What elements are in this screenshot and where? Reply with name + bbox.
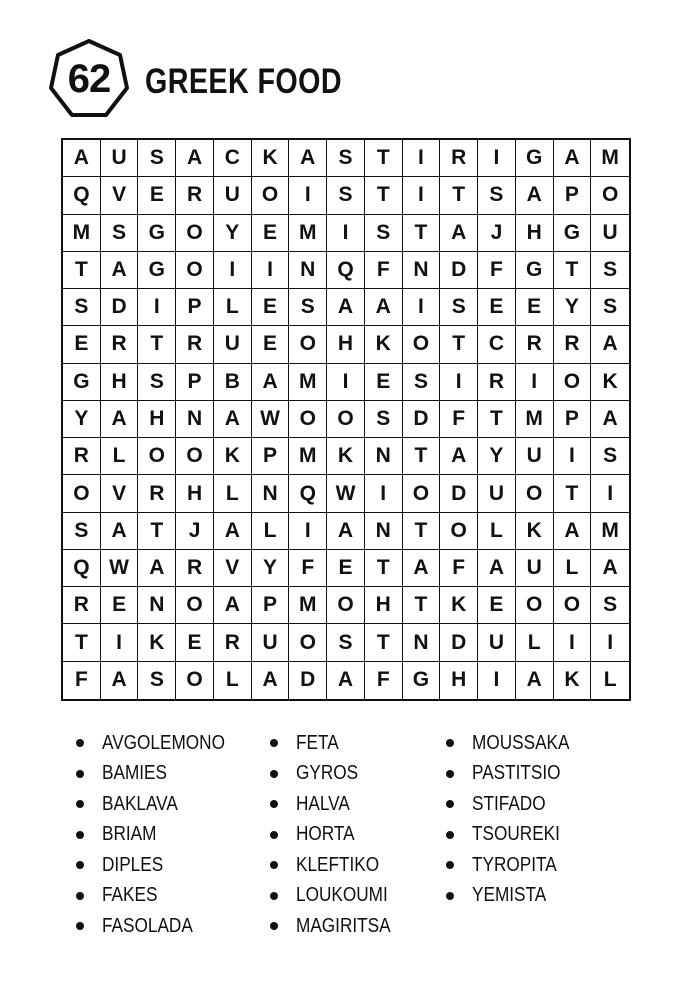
word-list-item — [76, 759, 245, 790]
grid-cell: I — [101, 624, 139, 661]
bullet-icon — [76, 770, 84, 778]
grid-cell: A — [516, 662, 554, 699]
grid-cell: A — [101, 252, 139, 289]
grid-cell: T — [63, 252, 101, 289]
word-list-column-3 — [446, 728, 585, 911]
grid-cell: N — [365, 513, 403, 550]
word-list-label: FAKES — [102, 884, 158, 907]
grid-cell: R — [176, 177, 214, 214]
grid-cell: O — [176, 662, 214, 699]
grid-cell: O — [176, 215, 214, 252]
grid-cell: M — [289, 215, 327, 252]
grid-cell: Y — [214, 215, 252, 252]
bullet-icon — [270, 739, 278, 747]
grid-cell: L — [554, 550, 592, 587]
puzzle-title: GREEK FOOD — [145, 62, 343, 101]
grid-cell: E — [365, 364, 403, 401]
grid-cell: J — [478, 215, 516, 252]
grid-cell: E — [63, 326, 101, 363]
word-list-item — [270, 820, 406, 851]
grid-cell: K — [252, 140, 290, 177]
grid-cell: E — [101, 587, 139, 624]
grid-cell: I — [327, 215, 365, 252]
grid-cell: E — [252, 326, 290, 363]
grid-cell: A — [403, 550, 441, 587]
grid-cell: G — [403, 662, 441, 699]
word-list-item — [446, 728, 585, 759]
grid-cell: T — [365, 140, 403, 177]
grid-cell: T — [403, 215, 441, 252]
grid-cell: O — [440, 513, 478, 550]
grid-cell: E — [176, 624, 214, 661]
grid-cell: U — [252, 624, 290, 661]
grid-cell: H — [327, 326, 365, 363]
word-list-item — [76, 911, 245, 942]
grid-cell: A — [101, 662, 139, 699]
grid-cell: V — [101, 177, 139, 214]
grid-cell: A — [478, 550, 516, 587]
grid-cell: W — [101, 550, 139, 587]
word-list-item — [76, 789, 245, 820]
grid-cell: E — [327, 550, 365, 587]
word-list-label: KLEFTIKO — [296, 853, 380, 876]
word-list-label: FASOLADA — [102, 914, 193, 937]
grid-cell: O — [63, 475, 101, 512]
grid-cell: U — [214, 326, 252, 363]
bullet-icon — [446, 892, 454, 900]
grid-cell: A — [176, 140, 214, 177]
grid-cell: A — [327, 662, 365, 699]
grid-cell: O — [289, 624, 327, 661]
word-list-label: BAMIES — [102, 762, 167, 785]
grid-cell: A — [591, 401, 629, 438]
grid-cell: T — [440, 177, 478, 214]
grid-cell: F — [365, 252, 403, 289]
word-list-label: MAGIRITSA — [296, 914, 391, 937]
grid-cell: D — [101, 289, 139, 326]
grid-cell: O — [403, 326, 441, 363]
grid-cell: E — [252, 215, 290, 252]
word-list-item — [270, 789, 406, 820]
grid-cell: D — [440, 475, 478, 512]
grid-cell: H — [440, 662, 478, 699]
grid-cell: L — [214, 475, 252, 512]
bullet-icon — [76, 739, 84, 747]
grid-cell: D — [440, 624, 478, 661]
bullet-icon — [446, 770, 454, 778]
grid-cell: A — [63, 140, 101, 177]
grid-cell: M — [63, 215, 101, 252]
grid-cell: R — [176, 550, 214, 587]
grid-cell: M — [289, 587, 327, 624]
grid-cell: G — [516, 140, 554, 177]
grid-cell: V — [101, 475, 139, 512]
bullet-icon — [270, 800, 278, 808]
grid-cell: I — [554, 438, 592, 475]
grid-cell: G — [63, 364, 101, 401]
grid-cell: I — [403, 289, 441, 326]
grid-cell: R — [101, 326, 139, 363]
grid-cell: A — [101, 401, 139, 438]
bullet-icon — [270, 861, 278, 869]
grid-cell: G — [554, 215, 592, 252]
bullet-icon — [270, 770, 278, 778]
bullet-icon — [270, 892, 278, 900]
grid-cell: Y — [252, 550, 290, 587]
word-list-label: YEMISTA — [472, 884, 547, 907]
bullet-icon — [76, 831, 84, 839]
grid-cell: R — [176, 326, 214, 363]
grid-cell: T — [63, 624, 101, 661]
grid-cell: H — [365, 587, 403, 624]
grid-cell: F — [289, 550, 327, 587]
grid-cell: S — [591, 438, 629, 475]
word-list-item — [76, 728, 245, 759]
grid-cell: S — [327, 624, 365, 661]
grid-cell: O — [554, 364, 592, 401]
grid-cell: A — [591, 326, 629, 363]
grid-cell: K — [214, 438, 252, 475]
grid-cell: U — [516, 550, 554, 587]
grid-cell: E — [478, 289, 516, 326]
grid-cell: Y — [554, 289, 592, 326]
grid-cell: P — [554, 177, 592, 214]
grid-cell: A — [591, 550, 629, 587]
grid-cell: K — [365, 326, 403, 363]
grid-cell: R — [63, 438, 101, 475]
grid-cell: R — [63, 587, 101, 624]
grid-cell: I — [554, 624, 592, 661]
grid-cell: U — [516, 438, 554, 475]
grid-cell: E — [478, 587, 516, 624]
grid-cell: Y — [478, 438, 516, 475]
bullet-icon — [76, 800, 84, 808]
grid-cell: W — [252, 401, 290, 438]
grid-cell: S — [365, 401, 403, 438]
word-list-label: STIFADO — [472, 792, 546, 815]
grid-cell: I — [440, 364, 478, 401]
word-list-label: AVGOLEMONO — [102, 731, 225, 754]
grid-cell: O — [176, 252, 214, 289]
grid-cell: U — [478, 624, 516, 661]
grid-cell: S — [365, 215, 403, 252]
puzzle-number: 62 — [67, 56, 111, 101]
grid-cell: R — [440, 140, 478, 177]
word-list-label: GYROS — [296, 762, 359, 785]
grid-cell: Q — [63, 177, 101, 214]
grid-cell: E — [138, 177, 176, 214]
grid-cell: H — [516, 215, 554, 252]
grid-cell: C — [478, 326, 516, 363]
bullet-icon — [76, 892, 84, 900]
grid-cell: A — [214, 513, 252, 550]
grid-cell: T — [138, 326, 176, 363]
grid-cell: A — [138, 550, 176, 587]
grid-cell: O — [403, 475, 441, 512]
grid-cell: K — [440, 587, 478, 624]
word-list-item — [446, 850, 585, 881]
grid-cell: M — [516, 401, 554, 438]
grid-cell: N — [289, 252, 327, 289]
grid-cell: F — [365, 662, 403, 699]
grid-cell: A — [516, 177, 554, 214]
grid-cell: U — [101, 140, 139, 177]
grid-cell: P — [176, 364, 214, 401]
grid-cell: T — [365, 550, 403, 587]
grid-cell: L — [603, 668, 617, 692]
bullet-icon — [446, 739, 454, 747]
grid-cell: O — [554, 587, 592, 624]
grid-cell: H — [138, 401, 176, 438]
grid-cell: A — [440, 438, 478, 475]
grid-cell: E — [516, 289, 554, 326]
grid-cell: T — [554, 252, 592, 289]
word-list-item — [270, 728, 406, 759]
grid-cell: F — [440, 550, 478, 587]
grid-cell: T — [403, 438, 441, 475]
grid-cell: A — [554, 140, 592, 177]
grid-cell: O — [289, 326, 327, 363]
grid-cell: T — [478, 401, 516, 438]
grid-cell: R — [478, 364, 516, 401]
word-list-item — [270, 759, 406, 790]
grid-cell: J — [176, 513, 214, 550]
grid-cell: O — [138, 438, 176, 475]
grid-cell: I — [403, 140, 441, 177]
grid-cell: A — [252, 662, 290, 699]
bullet-icon — [270, 831, 278, 839]
grid-cell: I — [365, 475, 403, 512]
grid-cell: O — [591, 177, 629, 214]
grid-cell: I — [138, 289, 176, 326]
word-list-item — [76, 820, 245, 851]
grid-cell: M — [591, 513, 629, 550]
grid-cell: G — [138, 252, 176, 289]
grid-cell: B — [214, 364, 252, 401]
grid-cell: I — [289, 177, 327, 214]
word-list-label: MOUSSAKA — [472, 731, 570, 754]
word-list-item — [446, 881, 585, 912]
grid-cell: R — [516, 326, 554, 363]
grid-cell: G — [138, 215, 176, 252]
word-list-label: DIPLES — [102, 853, 164, 876]
word-list-item — [270, 881, 406, 912]
grid-cell: P — [252, 438, 290, 475]
grid-cell: A — [214, 401, 252, 438]
grid-cell: I — [214, 252, 252, 289]
word-list-item — [76, 881, 245, 912]
bullet-icon — [446, 861, 454, 869]
grid-cell: T — [365, 177, 403, 214]
grid-cell: T — [365, 624, 403, 661]
grid-cell: S — [138, 364, 176, 401]
word-list-label: LOUKOUMI — [296, 884, 388, 907]
grid-cell: Q — [289, 475, 327, 512]
word-list-label: HALVA — [296, 792, 350, 815]
word-list-label: TYROPITA — [472, 853, 557, 876]
grid-cell: E — [252, 289, 290, 326]
grid-cell: I — [591, 624, 629, 661]
grid-cell: S — [138, 140, 176, 177]
grid-cell: I — [478, 140, 516, 177]
grid-cell: S — [403, 364, 441, 401]
grid-cell: I — [403, 177, 441, 214]
grid-cell: O — [252, 177, 290, 214]
grid-cell: A — [327, 289, 365, 326]
grid-cell: Q — [327, 252, 365, 289]
grid-cell: K — [516, 513, 554, 550]
grid-cell: U — [214, 177, 252, 214]
word-list-item — [270, 911, 406, 942]
word-list-item — [446, 789, 585, 820]
grid-cell: S — [138, 662, 176, 699]
grid-cell: H — [101, 364, 139, 401]
grid-cell: S — [327, 140, 365, 177]
grid-cell: O — [516, 475, 554, 512]
grid-cell: P — [252, 587, 290, 624]
grid-cell: N — [138, 587, 176, 624]
grid-cell: I — [252, 252, 290, 289]
bullet-icon — [76, 922, 84, 930]
grid-cell: R — [554, 326, 592, 363]
grid-cell: O — [176, 438, 214, 475]
grid-cell: K — [138, 624, 176, 661]
grid-cell: S — [440, 289, 478, 326]
grid-cell: T — [440, 326, 478, 363]
puzzle-number-badge — [48, 38, 130, 120]
grid-cell: R — [214, 624, 252, 661]
grid-cell: H — [176, 475, 214, 512]
word-list-item — [270, 850, 406, 881]
grid-cell: V — [214, 550, 252, 587]
grid-cell: G — [516, 252, 554, 289]
grid-cell: M — [289, 364, 327, 401]
grid-cell: A — [554, 513, 592, 550]
grid-cell: F — [63, 662, 101, 699]
grid-cell: M — [289, 438, 327, 475]
grid-cell: T — [138, 513, 176, 550]
grid-cell: P — [176, 289, 214, 326]
grid-cell: L — [214, 662, 252, 699]
bullet-icon — [446, 800, 454, 808]
word-list-label: HORTA — [296, 823, 355, 846]
grid-cell: S — [591, 252, 629, 289]
grid-cell: S — [289, 289, 327, 326]
grid-cell: O — [516, 587, 554, 624]
grid-cell: D — [403, 401, 441, 438]
grid-cell: A — [440, 215, 478, 252]
grid-cell: I — [516, 364, 554, 401]
grid-cell: L — [516, 624, 554, 661]
grid-cell: A — [252, 364, 290, 401]
word-list-label: TSOUREKI — [472, 823, 560, 846]
grid-cell: A — [327, 513, 365, 550]
grid-cell: N — [403, 624, 441, 661]
word-list-column-2 — [270, 728, 406, 942]
grid-cell: U — [478, 475, 516, 512]
grid-cell: R — [138, 475, 176, 512]
grid-cell: Q — [63, 550, 101, 587]
grid-cell: M — [591, 140, 629, 177]
grid-cell: O — [327, 401, 365, 438]
grid-cell: L — [252, 513, 290, 550]
grid-cell: D — [440, 252, 478, 289]
word-list-item — [446, 820, 585, 851]
word-list-label: BRIAM — [102, 823, 157, 846]
grid-cell: T — [403, 513, 441, 550]
grid-cell: I — [289, 513, 327, 550]
word-list-item — [76, 850, 245, 881]
grid-cell: N — [252, 475, 290, 512]
grid-cell: O — [289, 401, 327, 438]
bullet-icon — [270, 922, 278, 930]
word-list-item — [446, 759, 585, 790]
grid-cell: L — [214, 289, 252, 326]
grid-cell: S — [591, 587, 629, 624]
word-list-column-1 — [76, 728, 245, 942]
grid-cell: Y — [63, 401, 101, 438]
grid-cell: S — [327, 177, 365, 214]
grid-cell: A — [101, 513, 139, 550]
bullet-icon — [446, 831, 454, 839]
grid-cell: U — [591, 215, 629, 252]
grid-cell: K — [327, 438, 365, 475]
bullet-icon — [76, 861, 84, 869]
grid-cell: T — [403, 587, 441, 624]
grid-cell: N — [365, 438, 403, 475]
grid-cell: F — [440, 401, 478, 438]
grid-cell: L — [101, 438, 139, 475]
grid-cell: L — [478, 513, 516, 550]
word-search-grid — [61, 138, 631, 701]
grid-cell: T — [554, 475, 592, 512]
word-list-label: PASTITSIO — [472, 762, 561, 785]
grid-cell: A — [214, 587, 252, 624]
grid-cell: W — [327, 475, 365, 512]
grid-cell: F — [478, 252, 516, 289]
grid-cell: K — [591, 364, 629, 401]
grid-cell: N — [403, 252, 441, 289]
grid-cell: I — [591, 475, 629, 512]
grid-cell: I — [327, 364, 365, 401]
grid-cell: S — [591, 289, 629, 326]
grid-cell: A — [289, 140, 327, 177]
grid-cell: K — [554, 662, 592, 699]
word-list-label: BAKLAVA — [102, 792, 178, 815]
grid-cell: S — [478, 177, 516, 214]
grid-cell: I — [478, 662, 516, 699]
grid-cell: C — [214, 140, 252, 177]
grid-cell: D — [289, 662, 327, 699]
grid-cell: O — [327, 587, 365, 624]
grid-cell: O — [176, 587, 214, 624]
grid-cell: P — [554, 401, 592, 438]
grid-cell: S — [101, 215, 139, 252]
grid-cell: N — [176, 401, 214, 438]
grid-cell: S — [63, 289, 101, 326]
grid-cell: A — [365, 289, 403, 326]
word-list-label: FETA — [296, 731, 339, 754]
grid-cell: S — [63, 513, 101, 550]
